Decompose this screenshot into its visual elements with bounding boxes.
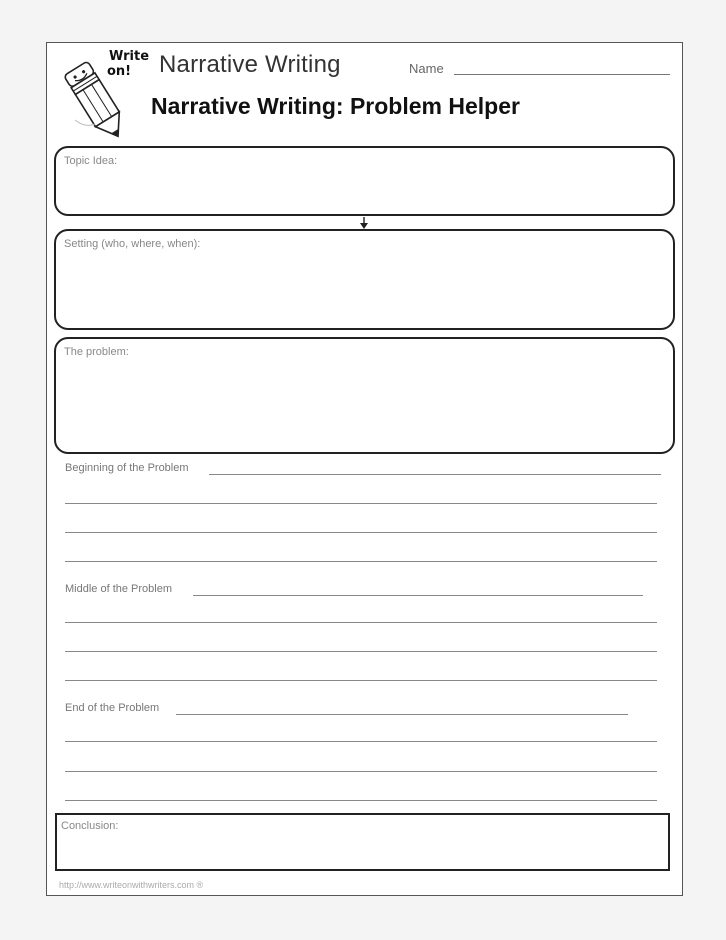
problem-box[interactable] [54, 337, 675, 454]
setting-label: Setting (who, where, when): [64, 238, 201, 250]
setting-box[interactable] [54, 229, 675, 330]
worksheet-title: Narrative Writing: Problem Helper [151, 93, 520, 119]
end-write-line[interactable] [65, 771, 657, 772]
conclusion-label: Conclusion: [61, 820, 119, 832]
worksheet-page [46, 42, 683, 896]
beginning-write-line[interactable] [65, 532, 657, 533]
footer-url: http://www.writeonwithwriters.com ® [59, 880, 204, 890]
beginning-write-line[interactable] [209, 474, 661, 475]
problem-label: The problem: [64, 346, 129, 358]
beginning-write-line[interactable] [65, 561, 657, 562]
topic-idea-label: Topic Idea: [64, 155, 118, 167]
name-line[interactable] [454, 74, 670, 75]
beginning-label: Beginning of the Problem [65, 462, 189, 474]
middle-write-line[interactable] [65, 680, 657, 681]
logo-text-line1: Write [109, 49, 150, 64]
beginning-section [65, 462, 663, 562]
topic-idea-box[interactable] [54, 146, 675, 216]
end-write-line[interactable] [65, 741, 657, 742]
end-write-line[interactable] [65, 800, 657, 801]
end-section [65, 702, 663, 802]
logo-text-line2: on! [107, 64, 132, 79]
beginning-write-line[interactable] [65, 503, 657, 504]
conclusion-box[interactable] [55, 813, 670, 871]
middle-label: Middle of the Problem [65, 583, 172, 595]
end-write-line[interactable] [176, 714, 628, 715]
write-on-logo [109, 49, 149, 79]
middle-write-line[interactable] [65, 651, 657, 652]
middle-write-line[interactable] [193, 595, 643, 596]
worksheet-subtitle: Narrative Writing [159, 51, 341, 78]
end-label: End of the Problem [65, 702, 160, 714]
middle-section [65, 583, 663, 683]
name-label: Name [409, 61, 444, 76]
down-arrow-icon [360, 217, 368, 229]
middle-write-line[interactable] [65, 622, 657, 623]
